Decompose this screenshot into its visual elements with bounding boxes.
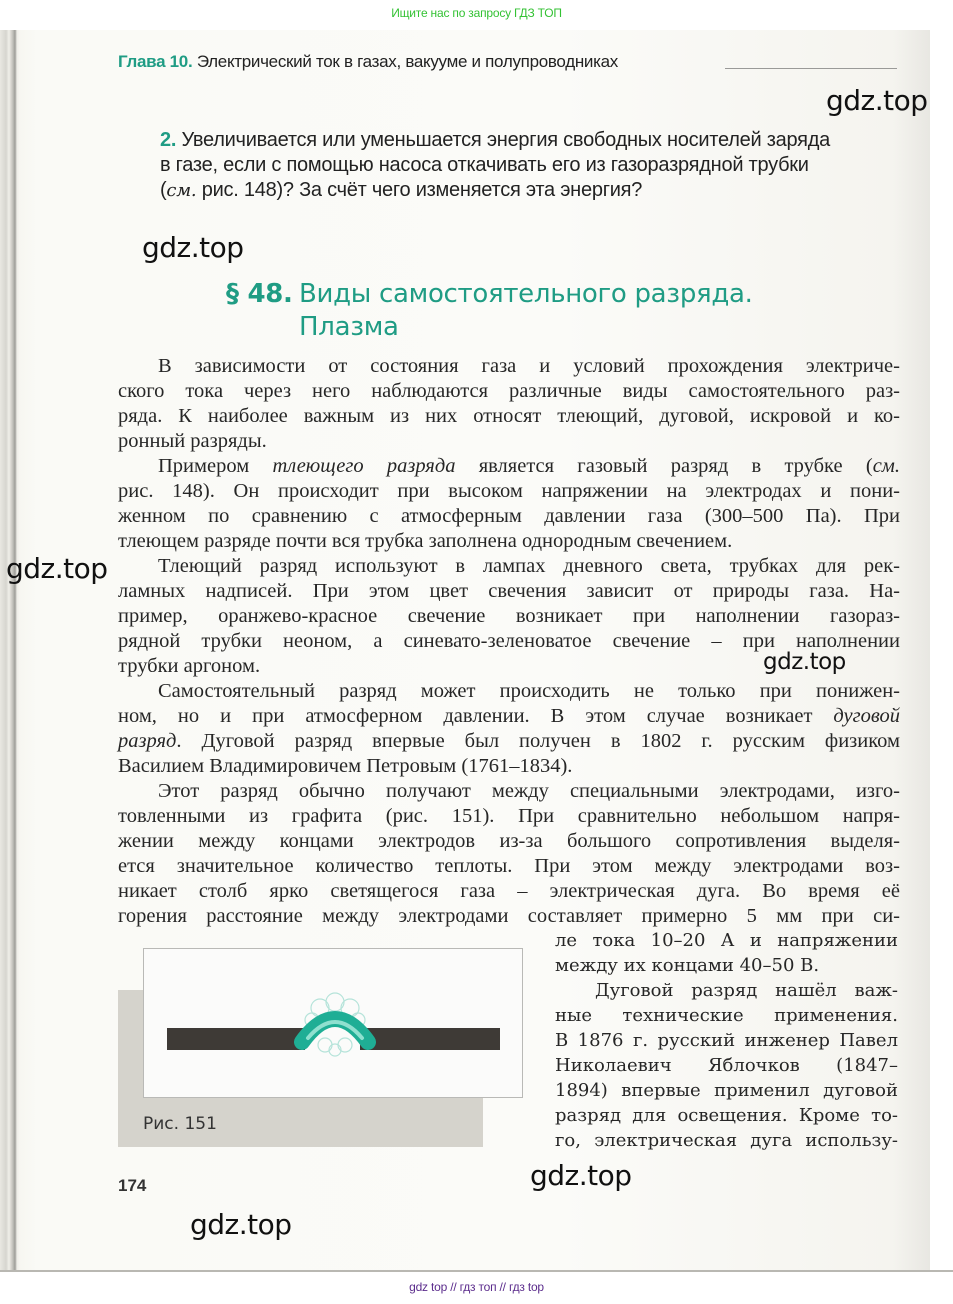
question-line-1: 2. Увеличивается или уменьшается энергия свободных носителей заряда (160, 129, 831, 151)
chapter-title: Электрический ток в газах, вакууме и полупроводниках (196, 52, 618, 71)
paragraph-2: Примером тлеющего разряда является газовый разряд в трубке (см. рис. 148). Он происходит при высоком напряжении на электродах и пони- женном по сравнению с атмосферным давлении газа (300–500 Па). При тлеющем разряде почти вся трубка заполнена однородным свечением. (118, 455, 900, 552)
electric-arc-icon (290, 990, 380, 1060)
paragraph-5-continued-and-6: ле тока 10–20 А и напряжении между их концами 40–50 В. Дуговой разряд нашёл важ- ные технические применения. В 1876 г. русский инженер Павел Николаевич Яблочков (1847– 1894) впервые применил дуговой разряд для освещения. Кроме то- го, электрическая дуга использу- (555, 930, 898, 1151)
question-line-3: (см. рис. 148)? За счёт чего изменяется эта энергия? (160, 179, 643, 201)
page-spine (0, 30, 20, 1272)
page-bottom-edge (0, 1270, 953, 1272)
watermark: gdz.top (6, 552, 108, 585)
page-number: 174 (118, 1176, 147, 1195)
section-title-line-2: Плазма (299, 312, 399, 342)
term-arc-discharge: дуговой (833, 705, 900, 727)
term-glow-discharge: тлеющего разряда (272, 455, 456, 477)
watermark: gdz.top (763, 649, 846, 675)
figure-caption: Рис. 151 (143, 1114, 217, 1134)
bottom-banner: gdz top // гдз топ // гдз top (409, 1280, 544, 1294)
watermark: gdz.top (530, 1159, 632, 1192)
question-number: 2. (160, 129, 177, 151)
running-head-rule (725, 68, 897, 69)
running-head (118, 52, 618, 72)
watermark: gdz.top (190, 1208, 292, 1241)
paragraph-5: Этот разряд обычно получают между специальными электродами, изго- товленными из графита (рис. 151). При сравнительно небольшом напря- жении между концами электродов из-за большого сопротивления выделя- ется значительное количество теплоты. При этом между электродами воз- никает столб ярко светящегося газа – электрическая дуга. Во время её горения расстояние между электродами составляет примерно 5 мм при си- (118, 780, 900, 927)
graphite-electrode-left (167, 1028, 305, 1050)
watermark: gdz.top (142, 231, 244, 264)
graphite-electrode-right (360, 1028, 500, 1050)
review-question (160, 128, 905, 203)
section-number: § 48. (226, 279, 293, 309)
section-title (226, 278, 866, 344)
top-search-banner: Ищите нас по запросу ГДЗ ТОП (391, 6, 562, 20)
question-line-2: в газе, если с помощью насоса откачивать его из газоразрядной трубки (160, 154, 809, 176)
paragraph-3: Тлеющий разряд используют в лампах дневного света, трубках для рек- ламных надписей. При этом цвет свечения зависит от природы газа. На- пример, оранжево-красное свечение возникает при наполнении газораз- рядной трубки неоном, а синевато-зеленоватое свечение – при наполнении трубки аргоном. (118, 555, 900, 677)
paragraph-1: В зависимости от состояния газа и условий прохождения электриче- ского тока через него наблюдаются различные виды самостоятельного раз- ряда. К наиболее важным из них относят тлеющий, дуговой, искровой и ко- ронный разряды. (118, 355, 900, 452)
chapter-label: Глава 10. (118, 52, 193, 71)
section-title-line-1: Виды самостоятельного разряда. (299, 279, 753, 309)
watermark: gdz.top (826, 84, 928, 117)
paragraph-4: Самостоятельный разряд может происходить не только при понижен- ном, но и при атмосферном давлении. В этом случае возникает дуговой разряд. Дуговой разряд впервые был получен в 1802 г. русским физиком Василием Владимировичем Петровым (1761–1834). (118, 680, 900, 777)
